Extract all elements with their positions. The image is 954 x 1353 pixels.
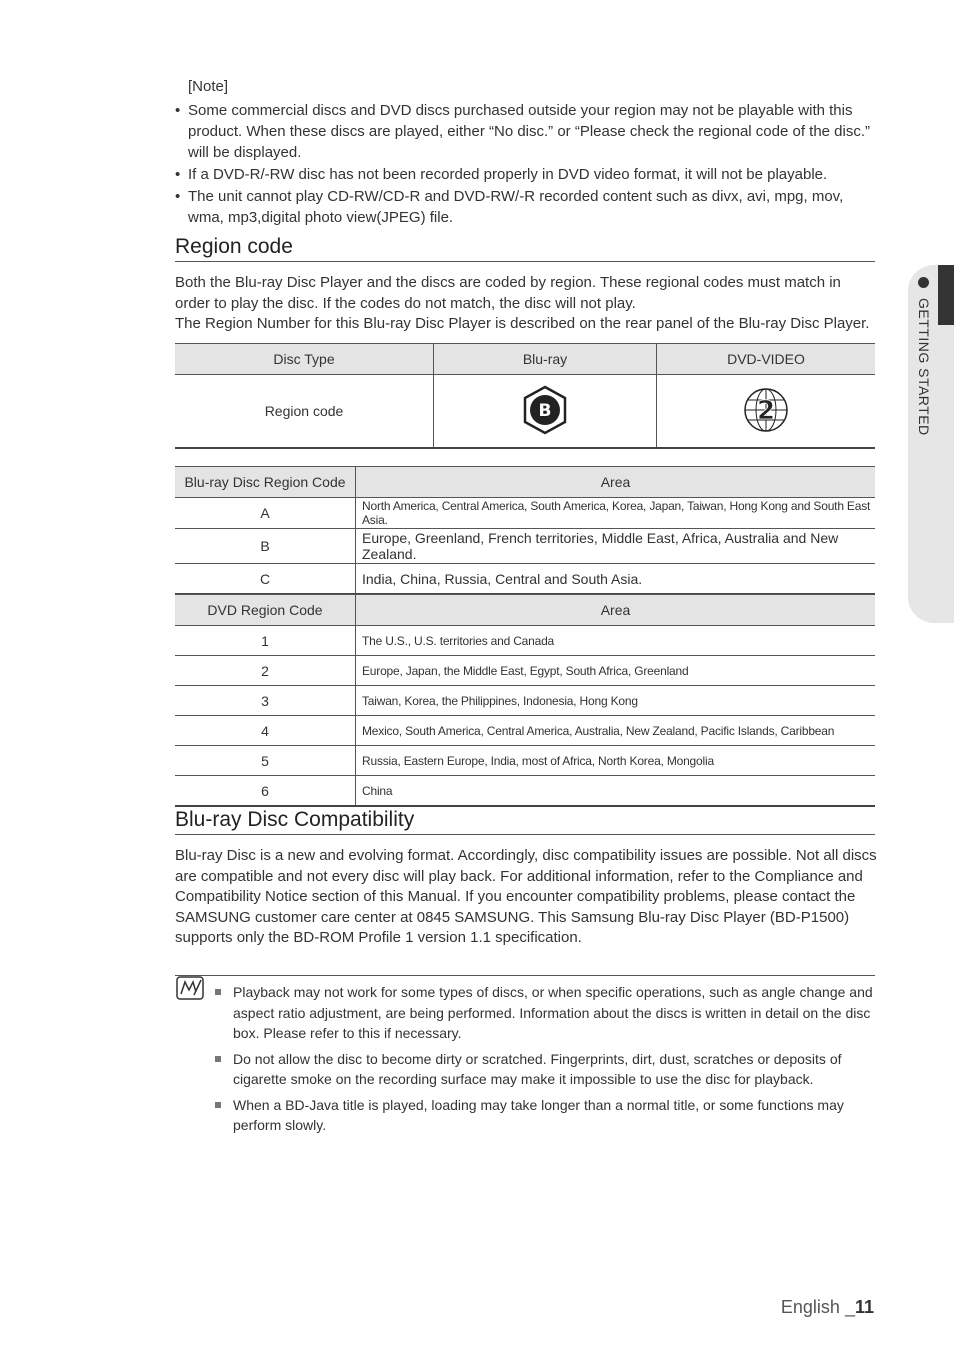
table-row: [175, 626, 875, 656]
col-dvd-video: DVD-VIDEO: [657, 344, 876, 375]
note-box-item: Do not allow the disc to become dirty or scratched. Fingerprints, dirt, dust, scratches or deposits of cigarette smoke on the recording surface may make it impossible to use the disc for playback.: [215, 1049, 877, 1090]
bluray-region-b-icon: [522, 385, 568, 435]
table-row: [175, 686, 875, 716]
side-tab-marker: [938, 265, 954, 325]
note-item: • If a DVD-R/-RW disc has not been recorded properly in DVD video format, it will not be playable.: [175, 164, 875, 185]
dvd-code: 4: [175, 716, 356, 746]
table-row: [175, 564, 875, 595]
col-bd-area: Area: [356, 467, 876, 498]
col-bd-region-code: Blu-ray Disc Region Code: [175, 467, 356, 498]
table-row: [175, 529, 875, 564]
bd-area: India, China, Russia, Central and South Asia.: [356, 564, 876, 595]
dvd-code: 5: [175, 746, 356, 776]
bd-area: Europe, Greenland, French territories, Middle East, Africa, Australia and New Zealand.: [356, 529, 876, 564]
dvd-region-table: [175, 594, 875, 807]
note-pencil-icon: [176, 976, 204, 1000]
col-dvd-region-code: DVD Region Code: [175, 595, 356, 626]
note-box-item: When a BD-Java title is played, loading may take longer than a normal title, or some functions may perform slowly.: [215, 1095, 877, 1136]
side-tab-label: GETTING STARTED: [916, 298, 932, 436]
table-row: [175, 656, 875, 686]
footer-language: English _: [780, 1297, 855, 1317]
bluray-region-letter: B: [538, 400, 552, 421]
region-code-row-label: Region code: [175, 375, 434, 449]
table-row: [175, 746, 875, 776]
bd-area: North America, Central America, South America, Korea, Japan, Taiwan, Hong Kong and South East Asia.: [356, 498, 876, 529]
dvd-region-globe-icon: [742, 386, 790, 434]
note-box-list: [215, 982, 877, 1141]
bluray-region-cell: [434, 375, 657, 449]
region-intro-text: Both the Blu-ray Disc Player and the discs are coded by region. These regional codes must match in order to play the disc. If the codes do not match, the disc will not play.: [175, 274, 841, 312]
region-number-text: The Region Number for this Blu-ray Disc Player is described on the rear panel of the Blu-ray Disc Player.: [175, 315, 870, 332]
table-row: [175, 498, 875, 529]
note-box-item: Playback may not work for some types of discs, or when specific operations, such as angle change and aspect ratio adjustment, are being performed. Information about the discs is written in detail on the disc box. Please refer to this if necessary.: [215, 982, 877, 1044]
col-disc-type: Disc Type: [175, 344, 434, 375]
dvd-area: The U.S., U.S. territories and Canada: [356, 626, 876, 656]
note-label: [Note]: [188, 78, 229, 95]
compatibility-heading: Blu-ray Disc Compatibility: [175, 808, 875, 835]
region-code-heading: Region code: [175, 235, 875, 262]
dvd-code: 3: [175, 686, 356, 716]
dvd-area: Europe, Japan, the Middle East, Egypt, South Africa, Greenland: [356, 656, 876, 686]
dvd-area: China: [356, 776, 876, 807]
dvd-region-cell: [657, 375, 876, 449]
compatibility-text: Blu-ray Disc is a new and evolving format. Accordingly, disc compatibility issues are possible. Not all discs are compatible and not every disc will play back. For additional information, refer to the Compliance and Compatibility Notice section of this Manual. If you encounter compatibility problems, please contact the SAMSUNG customer care center at 0845 SAMSUNG. This Samsung Blu-ray Disc Player (BD-P1500) supports only the BD-ROM Profile 1 version 1.1 specification.: [175, 847, 877, 946]
bd-code: C: [175, 564, 356, 595]
dvd-region-number: 2: [756, 395, 776, 426]
dvd-code: 1: [175, 626, 356, 656]
note-box-divider: [175, 975, 875, 976]
page-footer: [781, 1297, 874, 1318]
table-row: [175, 716, 875, 746]
note-list: [175, 100, 875, 229]
dvd-area: Mexico, South America, Central America, Australia, New Zealand, Pacific Islands, Caribbean: [356, 716, 876, 746]
dvd-area: Russia, Eastern Europe, India, most of Africa, North Korea, Mongolia: [356, 746, 876, 776]
col-bluray: Blu-ray: [434, 344, 657, 375]
dvd-code: 2: [175, 656, 356, 686]
bd-code: B: [175, 529, 356, 564]
bluray-region-table: [175, 466, 875, 595]
disc-type-region-table: [175, 343, 875, 449]
dvd-area: Taiwan, Korea, the Philippines, Indonesia, Hong Kong: [356, 686, 876, 716]
dvd-code: 6: [175, 776, 356, 807]
table-row: [175, 776, 875, 807]
bullet-dot-icon: [918, 277, 929, 288]
note-item: • The unit cannot play CD-RW/CD-R and DVD-RW/-R recorded content such as divx, avi, mpg, mov, wma, mp3,digital photo view(JPEG) file.: [175, 186, 875, 228]
bd-code: A: [175, 498, 356, 529]
col-dvd-area: Area: [356, 595, 876, 626]
page-number: 11: [854, 1297, 874, 1317]
note-item: • Some commercial discs and DVD discs purchased outside your region may not be playable with this product. When these discs are played, either “No disc.” or “Please check the regional code of the disc.” will be displayed.: [175, 100, 875, 163]
